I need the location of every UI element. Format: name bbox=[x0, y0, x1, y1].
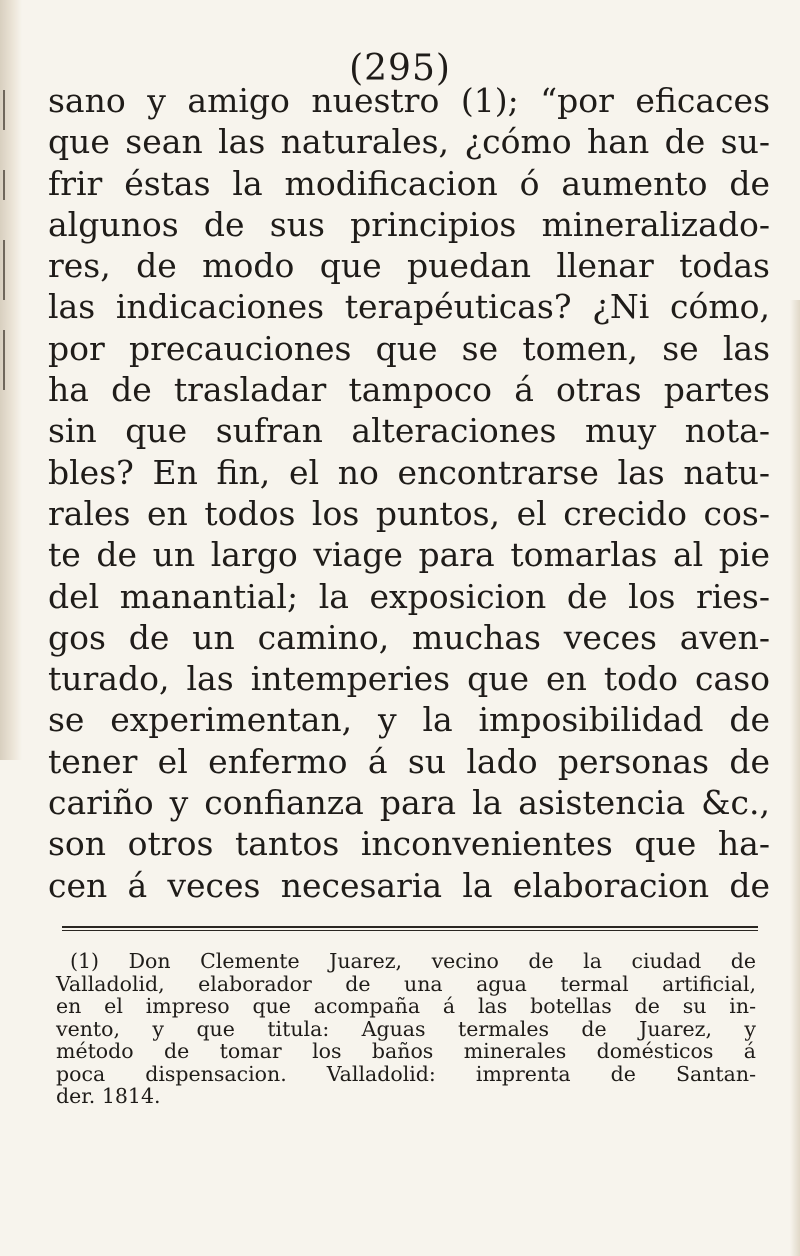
text-line: sano y amigo nuestro (1); “por eficaces bbox=[48, 81, 770, 120]
page-edge-shadow bbox=[790, 300, 800, 1256]
text-line: del manantial; la exposicion de los ries- bbox=[48, 576, 770, 616]
gutter-mark bbox=[3, 330, 5, 390]
footnote bbox=[56, 950, 756, 1108]
text-line: te de un largo viage para tomarlas al pie bbox=[48, 535, 770, 575]
text-line: son otros tantos inconvenientes que ha- bbox=[48, 824, 770, 864]
text-line: por precauciones que se tomen, se las bbox=[48, 328, 770, 368]
gutter-mark bbox=[3, 170, 5, 200]
footnote-line: Valladolid, elaborador de una agua termal artificial, bbox=[56, 971, 756, 996]
body-text bbox=[48, 80, 770, 906]
text-line: se experimentan, y la imposibilidad de bbox=[48, 700, 770, 740]
text-line: algunos de sus principios mineralizado- bbox=[48, 204, 770, 244]
text-line: sin que sufran alteraciones muy nota- bbox=[48, 411, 770, 451]
gutter-mark bbox=[3, 240, 5, 300]
footnote-line: der. 1814. bbox=[56, 1084, 161, 1108]
text-line: gos de un camino, muchas veces aven- bbox=[48, 617, 770, 657]
text-line: cariño y confianza para la asistencia &c., bbox=[48, 783, 770, 823]
text-line: bles? En fin, el no encontrarse las natu- bbox=[48, 452, 770, 492]
footnote-line: en el impreso que acompaña á las botellas de su in- bbox=[56, 994, 756, 1018]
footnote-line: método de tomar los baños minerales domésticos á bbox=[56, 1039, 756, 1063]
gutter-mark bbox=[3, 90, 5, 130]
text-line: cen á veces necesaria la elaboracion de bbox=[48, 865, 770, 905]
text-line: ha de trasladar tampoco á otras partes bbox=[48, 370, 770, 410]
footnote-line: vento, y que titula: Aguas termales de Juarez, y bbox=[56, 1016, 756, 1041]
text-line: rales en todos los puntos, el crecido cos- bbox=[48, 493, 770, 533]
page-number: (295) bbox=[349, 48, 451, 89]
footnote-line: poca dispensacion. Valladolid: imprenta de Santan- bbox=[56, 1061, 756, 1086]
text-line: turado, las intemperies que en todo caso bbox=[48, 659, 770, 699]
footnote-line: (1) Don Clemente Juarez, vecino de la ciudad de bbox=[70, 949, 756, 973]
text-line: frir éstas la modificacion ó aumento de bbox=[48, 163, 770, 203]
footnote-divider bbox=[62, 926, 758, 931]
text-line: que sean las naturales, ¿cómo han de su- bbox=[48, 122, 770, 162]
text-line: las indicaciones terapéuticas? ¿Ni cómo, bbox=[48, 287, 770, 327]
text-line: res, de modo que puedan llenar todas bbox=[48, 246, 770, 286]
page-gutter-shadow bbox=[0, 0, 22, 760]
text-line: tener el enfermo á su lado personas de bbox=[48, 741, 770, 781]
